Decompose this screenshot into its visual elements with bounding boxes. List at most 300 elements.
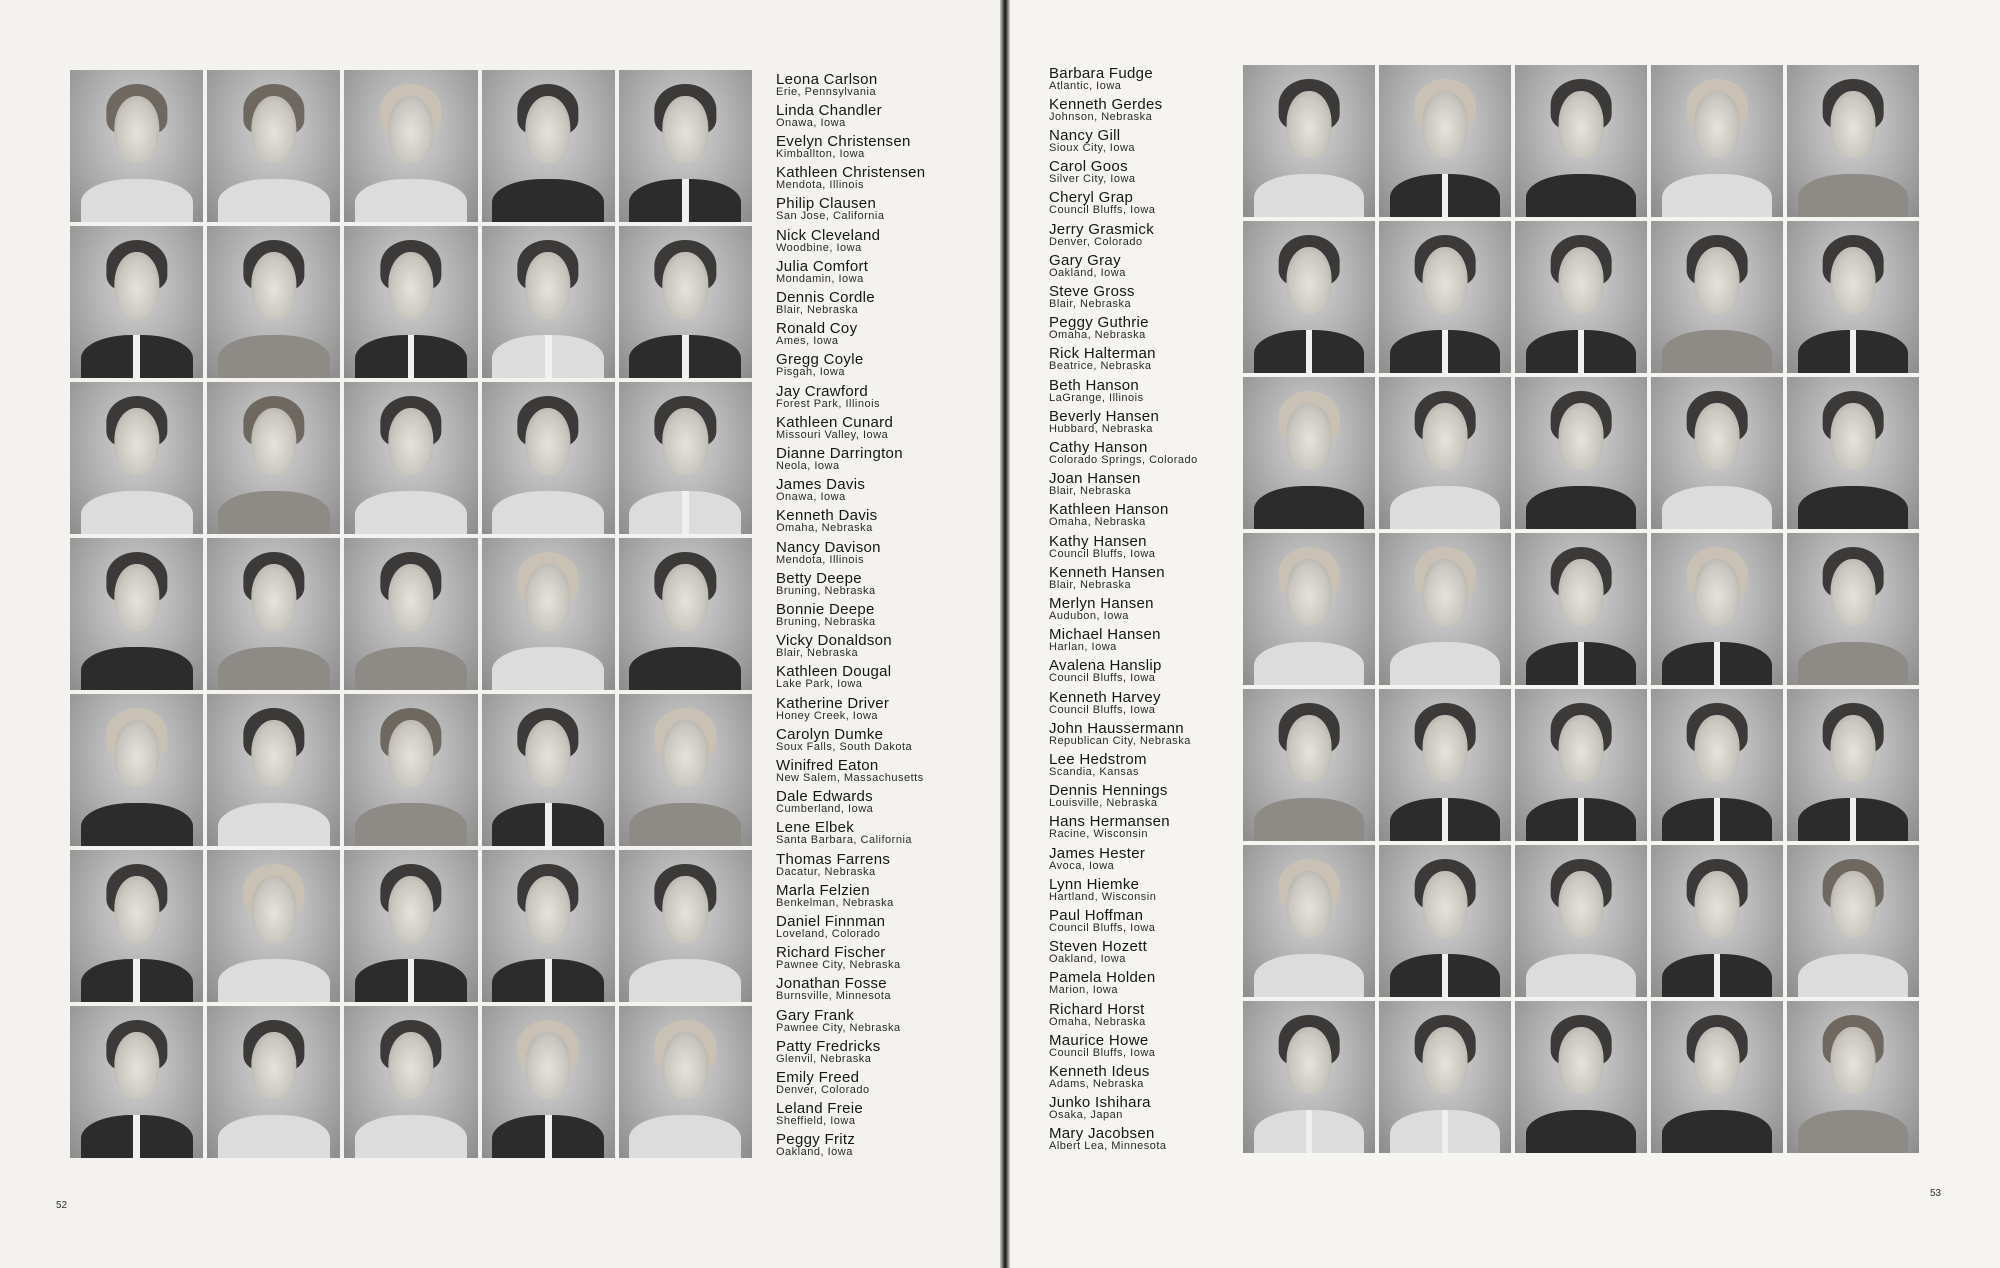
portrait-body [1662,954,1773,997]
student-entry [1049,846,1239,872]
portrait-body [492,179,604,222]
student-hometown: Harlan, Iowa [1049,641,1117,653]
student-hometown: Sioux City, Iowa [1049,142,1136,154]
name-group [1049,690,1239,846]
student-name: Kathleen Dougal [776,663,892,680]
student-name: Beverly Hansen [1049,408,1160,425]
student-hometown: Omaha, Nebraska [1049,329,1146,341]
student-hometown: Oakland, Iowa [1049,953,1126,965]
student-entry [776,883,996,909]
photo-row [70,70,752,222]
portrait-head [251,1032,296,1099]
student-name: Kathy Hansen [1049,533,1147,550]
portrait-body [81,179,193,222]
student-portrait [70,538,203,690]
portrait-body [1390,642,1501,685]
portrait-head [526,720,571,787]
student-entry [776,508,996,534]
student-entry [1049,471,1239,497]
student-entry [1049,658,1239,684]
portrait-head [114,876,159,943]
student-name: Gary Frank [776,1007,855,1024]
student-hometown: Erie, Pennsylvania [776,86,877,98]
student-portrait [482,850,615,1002]
portrait-body [218,647,330,690]
student-entry [1049,253,1239,279]
student-portrait [207,694,340,846]
student-entry [776,477,996,503]
portrait-body [1254,1110,1365,1153]
student-portrait [70,1006,203,1158]
portrait-head [663,876,708,943]
student-name: Pamela Holden [1049,969,1156,986]
name-group [776,228,996,384]
student-portrait [1243,845,1375,997]
student-portrait [1379,221,1511,373]
student-entry [776,165,996,191]
student-name: Vicky Donaldson [776,632,892,649]
student-entry [776,1008,996,1034]
student-name: Kenneth Hansen [1049,564,1165,581]
photo-row [1243,845,1919,997]
student-entry [1049,690,1239,716]
student-portrait [207,850,340,1002]
portrait-body [1798,330,1909,373]
student-name: Nancy Gill [1049,127,1121,144]
portrait-head [388,876,433,943]
student-entry [776,789,996,815]
student-name: Cathy Hanson [1049,439,1148,456]
student-portrait [1787,65,1919,217]
student-portrait [344,850,477,1002]
portrait-body [81,647,193,690]
portrait-head [1559,559,1604,626]
student-portrait [70,70,203,222]
student-name: Ronald Coy [776,320,858,337]
portrait-head [1287,247,1332,314]
student-entry [1049,128,1239,154]
student-hometown: Blair, Nebraska [1049,485,1132,497]
student-name: Linda Chandler [776,102,882,119]
student-name: Maurice Howe [1049,1032,1149,1049]
student-name: Jerry Grasmick [1049,221,1155,238]
student-portrait [207,382,340,534]
student-entry [1049,908,1239,934]
portrait-head [1423,403,1468,470]
portrait-body [629,647,741,690]
photo-row [70,226,752,378]
student-portrait [1243,221,1375,373]
portrait-body [1526,174,1637,217]
student-entry [1049,1002,1239,1028]
student-name: Gary Gray [1049,252,1121,269]
portrait-body [629,335,741,378]
student-hometown: Silver City, Iowa [1049,173,1136,185]
student-portrait [1787,689,1919,841]
portrait-head [1695,715,1740,782]
student-name: Nick Cleveland [776,227,881,244]
portrait-body [629,803,741,846]
student-hometown: Pawnee City, Nebraska [776,1022,901,1034]
student-portrait [1379,377,1511,529]
student-name: Steve Gross [1049,283,1135,300]
student-portrait [1651,533,1783,685]
student-hometown: Marion, Iowa [1049,984,1118,996]
student-entry [776,415,996,441]
portrait-body [1798,798,1909,841]
portrait-head [1695,247,1740,314]
student-hometown: Pisgah, Iowa [776,366,845,378]
student-name: Kathleen Christensen [776,164,926,181]
student-portrait [344,694,477,846]
portrait-body [218,491,330,534]
student-hometown: Kimballton, Iowa [776,148,865,160]
portrait-head [663,720,708,787]
portrait-body [1390,954,1501,997]
student-entry [776,228,996,254]
name-group [1049,378,1239,534]
portrait-head [1695,403,1740,470]
student-name: Bonnie Deepe [776,601,875,618]
student-name: Rick Halterman [1049,345,1156,362]
student-hometown: Blair, Nebraska [1049,298,1132,310]
portrait-head [663,1032,708,1099]
student-hometown: Missouri Valley, Iowa [776,429,889,441]
student-entry [1049,752,1239,778]
student-hometown: LaGrange, Illinois [1049,392,1144,404]
student-entry [1049,627,1239,653]
left-photo-grid [70,70,752,1162]
student-portrait [1379,533,1511,685]
student-name: Mary Jacobsen [1049,1125,1155,1142]
left-name-list [776,72,996,1164]
portrait-head [1423,91,1468,158]
student-hometown: Cumberland, Iowa [776,803,874,815]
student-name: Dennis Hennings [1049,782,1168,799]
student-entry [776,321,996,347]
student-hometown: Blair, Nebraska [776,647,859,659]
student-entry [1049,565,1239,591]
student-hometown: Honey Creek, Iowa [776,710,879,722]
student-entry [776,196,996,222]
portrait-body [1798,174,1909,217]
student-portrait [482,694,615,846]
portrait-body [629,1115,741,1158]
portrait-head [1423,559,1468,626]
portrait-body [355,959,467,1002]
student-portrait [1515,689,1647,841]
student-entry [1049,159,1239,185]
name-group [776,1008,996,1164]
student-name: Kathleen Hanson [1049,501,1169,518]
portrait-head [1287,559,1332,626]
student-portrait [619,226,752,378]
student-portrait [619,382,752,534]
student-name: Leland Freie [776,1100,863,1117]
name-group [1049,846,1239,1002]
student-entry [776,103,996,129]
student-entry [776,820,996,846]
student-entry [1049,409,1239,435]
portrait-body [218,803,330,846]
student-hometown: Omaha, Nebraska [1049,516,1146,528]
student-entry [1049,596,1239,622]
student-hometown: Hartland, Wisconsin [1049,891,1157,903]
student-hometown: Hubbard, Nebraska [1049,423,1153,435]
student-entry [776,1039,996,1065]
student-hometown: Council Bluffs, Iowa [1049,922,1156,934]
name-group [776,384,996,540]
name-group [776,540,996,696]
student-entry [776,945,996,971]
student-portrait [344,1006,477,1158]
student-name: Kathleen Cunard [776,414,894,431]
student-name: Carolyn Dumke [776,726,884,743]
student-hometown: Ames, Iowa [776,335,839,347]
student-name: Winifred Eaton [776,757,879,774]
student-portrait [344,226,477,378]
student-hometown: Burnsville, Minnesota [776,990,892,1002]
photo-row [70,694,752,846]
student-hometown: Council Bluffs, Iowa [1049,1047,1156,1059]
portrait-head [663,408,708,475]
student-hometown: Denver, Colorado [1049,236,1143,248]
student-entry [1049,814,1239,840]
portrait-body [1798,1110,1909,1153]
student-portrait [482,1006,615,1158]
portrait-head [251,408,296,475]
student-portrait [1379,689,1511,841]
student-portrait [482,226,615,378]
portrait-head [1423,1027,1468,1094]
student-name: Paul Hoffman [1049,907,1144,924]
student-hometown: Denver, Colorado [776,1084,870,1096]
student-portrait [1651,377,1783,529]
portrait-head [114,252,159,319]
student-name: Cheryl Grap [1049,189,1134,206]
portrait-head [388,252,433,319]
portrait-head [114,564,159,631]
portrait-body [355,335,467,378]
name-group [1049,222,1239,378]
student-entry [1049,534,1239,560]
student-hometown: Soux Falls, South Dakota [776,741,913,753]
student-name: James Davis [776,476,866,493]
portrait-head [1831,871,1876,938]
student-portrait [1515,65,1647,217]
portrait-body [1390,330,1501,373]
student-portrait [207,538,340,690]
portrait-body [1662,798,1773,841]
student-name: Peggy Fritz [776,1131,856,1148]
student-portrait [70,226,203,378]
student-portrait [482,382,615,534]
student-entry [776,633,996,659]
portrait-body [1254,174,1365,217]
student-hometown: Pawnee City, Nebraska [776,959,901,971]
portrait-body [1526,798,1637,841]
student-name: Kenneth Gerdes [1049,96,1163,113]
student-portrait [1787,845,1919,997]
student-hometown: Bruning, Nebraska [776,616,876,628]
student-portrait [1379,845,1511,997]
portrait-head [526,252,571,319]
student-hometown: Avoca, Iowa [1049,860,1115,872]
student-name: Michael Hansen [1049,626,1161,643]
portrait-body [355,803,467,846]
portrait-head [1559,871,1604,938]
student-hometown: Council Bluffs, Iowa [1049,672,1156,684]
student-entry [776,976,996,1002]
portrait-body [1798,486,1909,529]
student-entry [1049,502,1239,528]
student-entry [776,384,996,410]
student-name: Emily Freed [776,1069,860,1086]
student-name: Beth Hanson [1049,377,1140,394]
student-portrait [1379,65,1511,217]
student-name: Marla Felzien [776,882,870,899]
student-name: Thomas Farrens [776,851,891,868]
portrait-head [1287,871,1332,938]
student-hometown: Bruning, Nebraska [776,585,876,597]
portrait-body [492,647,604,690]
student-name: Kenneth Ideus [1049,1063,1150,1080]
student-name: Philip Clausen [776,195,877,212]
student-entry [776,602,996,628]
portrait-body [1526,330,1637,373]
student-entry [1049,1126,1239,1152]
student-portrait [1515,533,1647,685]
student-portrait [619,694,752,846]
portrait-head [251,876,296,943]
student-hometown: Johnson, Nebraska [1049,111,1153,123]
portrait-body [1254,642,1365,685]
portrait-body [1390,798,1501,841]
student-entry [1049,970,1239,996]
portrait-head [663,252,708,319]
book-gutter [1000,0,1010,1268]
student-name: Lene Elbek [776,819,855,836]
student-entry [776,758,996,784]
portrait-body [1798,642,1909,685]
portrait-head [1831,91,1876,158]
student-hometown: Beatrice, Nebraska [1049,360,1152,372]
student-entry [1049,440,1239,466]
student-hometown: Louisville, Nebraska [1049,797,1158,809]
portrait-body [1254,798,1365,841]
student-hometown: Oakland, Iowa [1049,267,1126,279]
student-portrait [70,694,203,846]
student-portrait [482,70,615,222]
student-hometown: Adams, Nebraska [1049,1078,1144,1090]
portrait-head [526,1032,571,1099]
student-hometown: Racine, Wisconsin [1049,828,1148,840]
portrait-body [492,959,604,1002]
student-name: Dianne Darrington [776,445,903,462]
portrait-head [1559,91,1604,158]
student-portrait [1651,221,1783,373]
student-name: Katherine Driver [776,695,890,712]
student-entry [776,696,996,722]
portrait-body [1390,174,1501,217]
student-hometown: Albert Lea, Minnesota [1049,1140,1167,1152]
student-portrait [207,70,340,222]
student-portrait [1787,221,1919,373]
student-name: Betty Deepe [776,570,862,587]
portrait-head [1423,715,1468,782]
student-portrait [1787,533,1919,685]
portrait-body [1662,330,1773,373]
student-portrait [1651,689,1783,841]
student-entry [776,290,996,316]
portrait-head [1831,715,1876,782]
student-name: Carol Goos [1049,158,1128,175]
student-hometown: Mondamin, Iowa [776,273,864,285]
student-entry [1049,1064,1239,1090]
portrait-body [1662,174,1773,217]
student-hometown: Council Bluffs, Iowa [1049,204,1156,216]
student-hometown: Glenvil, Nebraska [776,1053,872,1065]
right-name-list [1049,66,1239,1158]
student-name: Joan Hansen [1049,470,1141,487]
student-name: Dennis Cordle [776,289,875,306]
name-group [776,72,996,228]
student-entry [1049,66,1239,92]
portrait-head [1423,247,1468,314]
portrait-body [1526,954,1637,997]
student-portrait [70,850,203,1002]
student-name: Steven Hozett [1049,938,1148,955]
portrait-body [1254,954,1365,997]
student-entry [776,352,996,378]
photo-row [70,1006,752,1158]
portrait-head [1831,1027,1876,1094]
student-name: Leona Carlson [776,71,878,88]
portrait-body [1662,486,1773,529]
photo-row [70,538,752,690]
portrait-body [1390,486,1501,529]
student-portrait [619,70,752,222]
photo-row [1243,1001,1919,1153]
portrait-body [81,959,193,1002]
portrait-head [1423,871,1468,938]
portrait-head [1695,91,1740,158]
student-entry [1049,346,1239,372]
page-number-left: 52 [56,1200,68,1211]
portrait-body [1390,1110,1501,1153]
portrait-body [492,803,604,846]
student-entry [1049,877,1239,903]
student-entry [1049,1033,1239,1059]
portrait-head [1831,247,1876,314]
student-portrait [619,538,752,690]
student-portrait [1515,845,1647,997]
student-portrait [619,850,752,1002]
student-hometown: Sheffield, Iowa [776,1115,856,1127]
student-entry [1049,315,1239,341]
portrait-body [218,959,330,1002]
student-portrait [344,538,477,690]
student-hometown: Onawa, Iowa [776,491,846,503]
student-entry [1049,284,1239,310]
right-photo-grid [1243,65,1919,1157]
student-portrait [1515,221,1647,373]
portrait-body [1526,486,1637,529]
portrait-head [251,720,296,787]
portrait-body [629,959,741,1002]
student-name: Patty Fredricks [776,1038,881,1055]
photo-row [1243,689,1919,841]
